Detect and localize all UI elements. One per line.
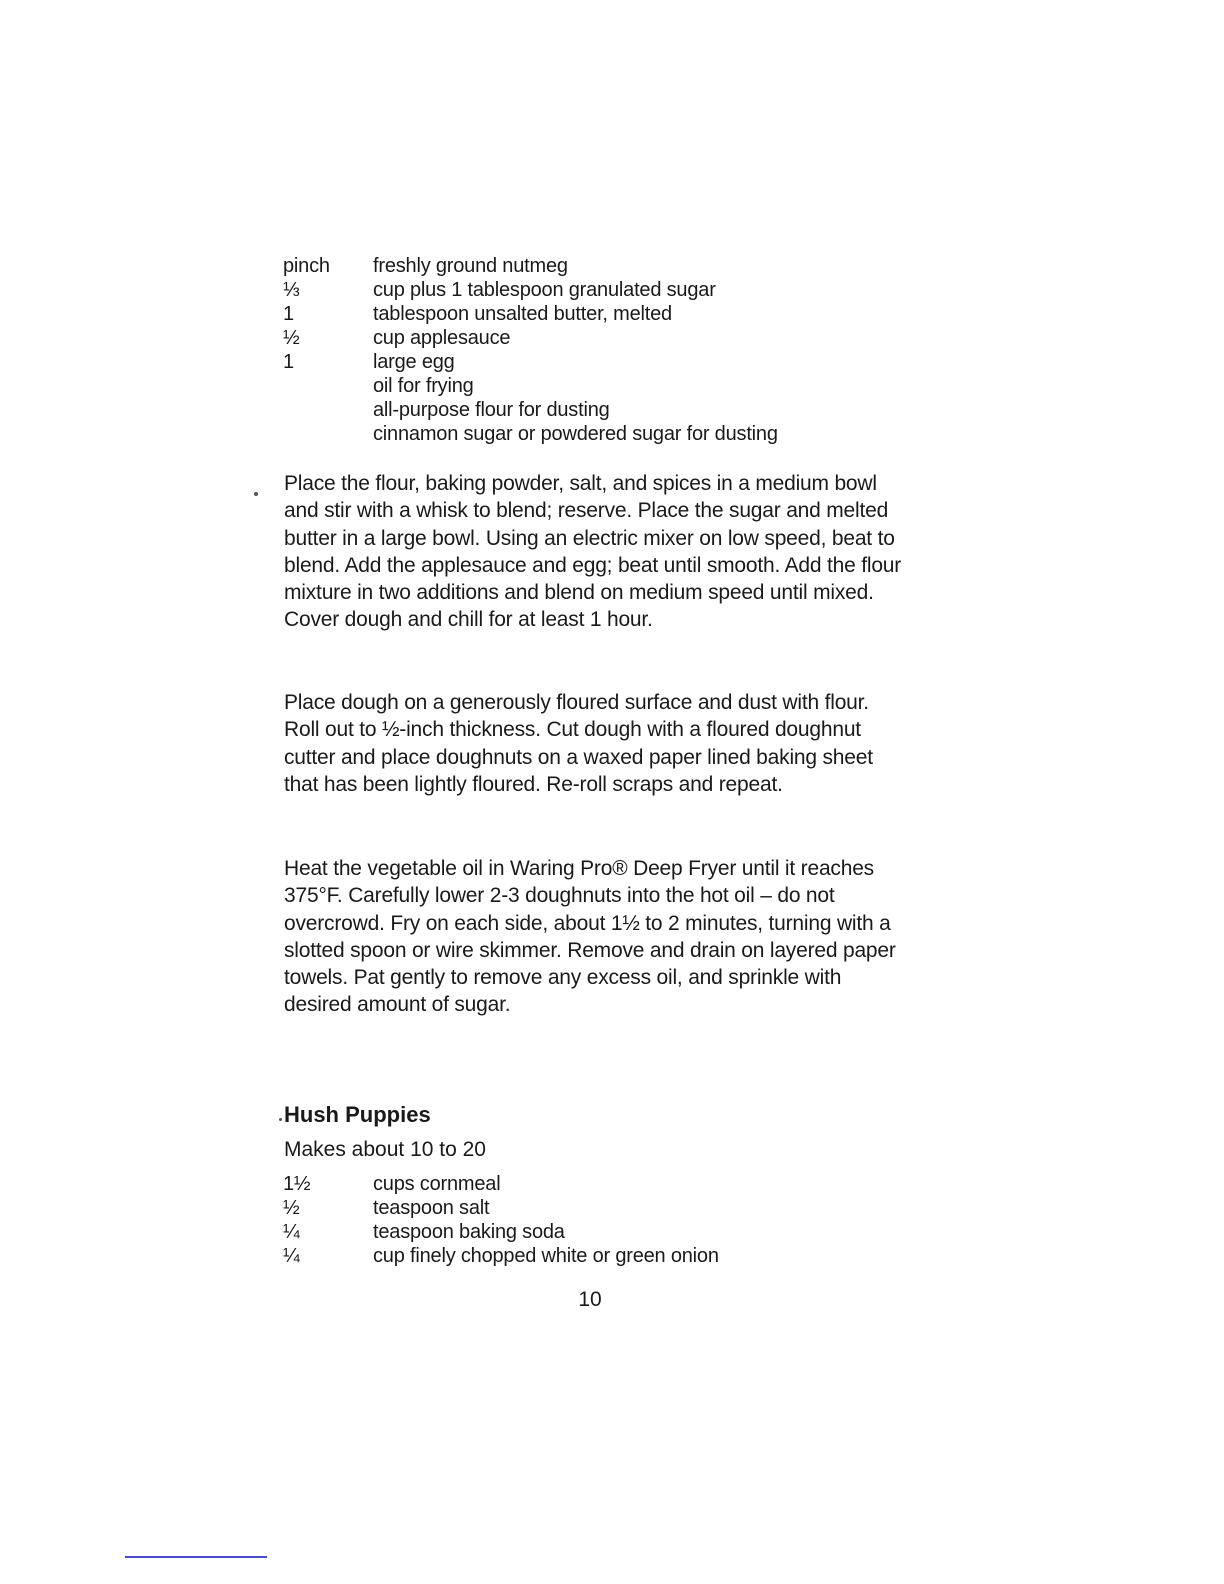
- footnote-rule: [125, 1556, 267, 1558]
- ingredient-quantity: [283, 398, 373, 422]
- instruction-paragraph: Heat the vegetable oil in Waring Pro® Deep Fryer until it reaches 375°F. Carefully lower 2-3 doughnuts into the hot oil – do not overcrowd. Fry on each side, about 1½ to 2 minutes, turning with a slotted spoon or wire skimmer. Remove and drain on layered paper towels. Pat gently to remove any excess oil, and sprinkle with desired amount of sugar.: [284, 857, 896, 1017]
- ingredient-row: [283, 1220, 903, 1244]
- ingredient-list-doughnuts: [283, 254, 903, 446]
- ingredient-quantity: 1½: [283, 1173, 311, 1195]
- ingredient-row: [283, 398, 903, 422]
- ingredient-name: tablespoon unsalted butter, melted: [373, 303, 672, 325]
- ingredient-name: cup finely chopped white or green onion: [373, 1245, 719, 1267]
- ingredient-row: [283, 1244, 903, 1268]
- ingredient-row: [283, 1196, 903, 1220]
- ingredient-row: [283, 422, 903, 446]
- ingredient-row: [283, 350, 903, 374]
- ingredient-name: teaspoon salt: [373, 1197, 490, 1219]
- instruction-paragraph: Place dough on a generously floured surface and dust with flour. Roll out to ½-inch thickness. Cut dough with a floured doughnut cutter and place doughnuts on a waxed paper lined baking sheet that has been lightly floured. Re-roll scraps and repeat.: [284, 691, 873, 796]
- instruction-paragraph: Place the flour, baking powder, salt, and spices in a medium bowl and stir with a whisk to blend; reserve. Place the sugar and melted butter in a large bowl. Using an electric mixer on low speed, beat to blend. Add the applesauce and egg; beat until smooth. Add the flour mixture in two additions and blend on medium speed until mixed. Cover dough and chill for at least 1 hour.: [284, 472, 902, 632]
- ingredient-name: all-purpose flour for dusting: [373, 399, 610, 421]
- ingredient-name: freshly ground nutmeg: [373, 255, 568, 277]
- recipe-yield: Makes about 10 to 20: [284, 1138, 486, 1161]
- ingredient-list-hush-puppies: [283, 1172, 903, 1268]
- ingredient-quantity: [283, 422, 373, 446]
- ingredient-quantity: pinch: [283, 255, 330, 277]
- ingredient-name: oil for frying: [373, 375, 474, 397]
- ingredient-name: teaspoon baking soda: [373, 1221, 565, 1243]
- ingredient-quantity: ⅓: [283, 279, 300, 301]
- ingredient-row: [283, 1172, 903, 1196]
- scan-speck: [279, 1118, 282, 1121]
- ingredient-name: cup plus 1 tablespoon granulated sugar: [373, 279, 716, 301]
- ingredient-quantity: ¼: [283, 1245, 300, 1267]
- ingredient-quantity: 1: [283, 351, 294, 373]
- ingredient-quantity: [283, 374, 373, 398]
- ingredient-quantity: 1: [283, 303, 294, 325]
- ingredient-row: [283, 278, 903, 302]
- ingredient-row: [283, 326, 903, 350]
- scan-speck: [254, 492, 258, 496]
- ingredient-name: cup applesauce: [373, 327, 511, 349]
- ingredient-quantity: ½: [283, 1197, 300, 1219]
- ingredient-quantity: ¼: [283, 1221, 300, 1243]
- ingredient-name: cups cornmeal: [373, 1173, 501, 1195]
- ingredient-name: large egg: [373, 351, 455, 373]
- page-number: 10: [578, 1288, 602, 1311]
- ingredient-quantity: ½: [283, 327, 300, 349]
- ingredient-name: cinnamon sugar or powdered sugar for dusting: [373, 423, 778, 445]
- ingredient-row: [283, 254, 903, 278]
- ingredient-row: [283, 302, 903, 326]
- recipe-title: Hush Puppies: [284, 1102, 431, 1127]
- ingredient-row: [283, 374, 903, 398]
